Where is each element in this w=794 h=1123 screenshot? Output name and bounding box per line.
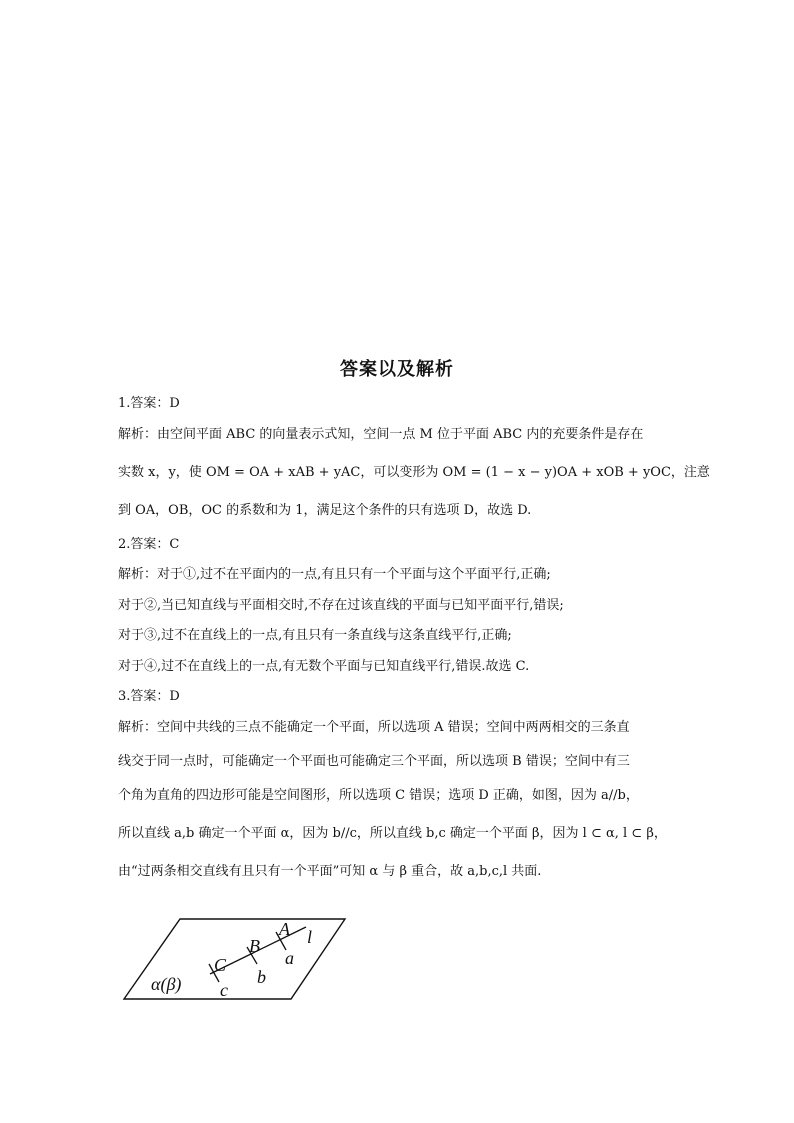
answer-3-line-4: 所以直线 a,b 确定一个平面 α，因为 b//c，所以直线 b,c 确定一个平面 β，因为 l ⊂ α, l ⊂ β，: [118, 825, 667, 841]
label-plane: α(β): [151, 974, 182, 994]
answer-1-line-1: 解析：由空间平面 ABC 的向量表示式知，空间一点 M 位于平面 ABC 内的充要条件是存在: [118, 426, 644, 442]
answer-2-line-1: 解析：对于①,过不在平面内的一点,有且只有一个平面与这个平面平行,正确;: [118, 567, 551, 582]
answer-content: [118, 396, 710, 894]
plane-diagram: [118, 910, 358, 1010]
label-l: l: [307, 927, 313, 947]
answer-3-line-3: 个角为直角的四边形可能是空间图形，所以选项 C 错误；选项 D 正确，如图，因为 a//b，: [118, 787, 639, 803]
answer-3-line-1: 解析：空间中共线的三点不能确定一个平面，所以选项 A 错误；空间中两两相交的三条直: [118, 719, 630, 735]
label-a: a: [285, 948, 294, 968]
answer-2-heading: 2.答案：C: [118, 536, 180, 552]
label-c: c: [220, 980, 228, 1000]
answer-2-line-4: 对于④,过不在直线上的一点,有无数个平面与已知直线平行,错误.故选 C.: [118, 658, 530, 674]
label-C: C: [214, 955, 227, 975]
answer-2-line-3: 对于③,过不在直线上的一点,有且只有一条直线与这条直线平行,正确;: [118, 628, 512, 643]
answer-3-line-5: 由“过两条相交直线有且只有一个平面”可知 α 与 β 重合，故 a,b,c,l 共面.: [118, 863, 542, 879]
answer-1-heading: 1.答案：D: [118, 396, 180, 411]
answer-1-line-2: 实数 x，y，使 OM = OA + xAB + yAC，可以变形为 OM = (1 − x − y)OA + xOB + yOC，注意: [118, 464, 710, 480]
answer-1-line-3: 到 OA，OB，OC 的系数和为 1，满足这个条件的只有选项 D，故选 D.: [118, 502, 532, 518]
label-b: b: [257, 967, 266, 987]
label-B: B: [249, 936, 260, 956]
label-A: A: [279, 919, 290, 939]
answer-3-line-2: 线交于同一点时，可能确定一个平面也可能确定三个平面，所以选项 B 错误；空间中有三: [118, 753, 630, 769]
answer-3-heading: 3.答案：D: [118, 689, 180, 704]
answer-2-line-2: 对于②,当已知直线与平面相交时,不存在过该直线的平面与已知平面平行,错误;: [118, 597, 564, 613]
page-title: 答案以及解析: [340, 359, 454, 380]
